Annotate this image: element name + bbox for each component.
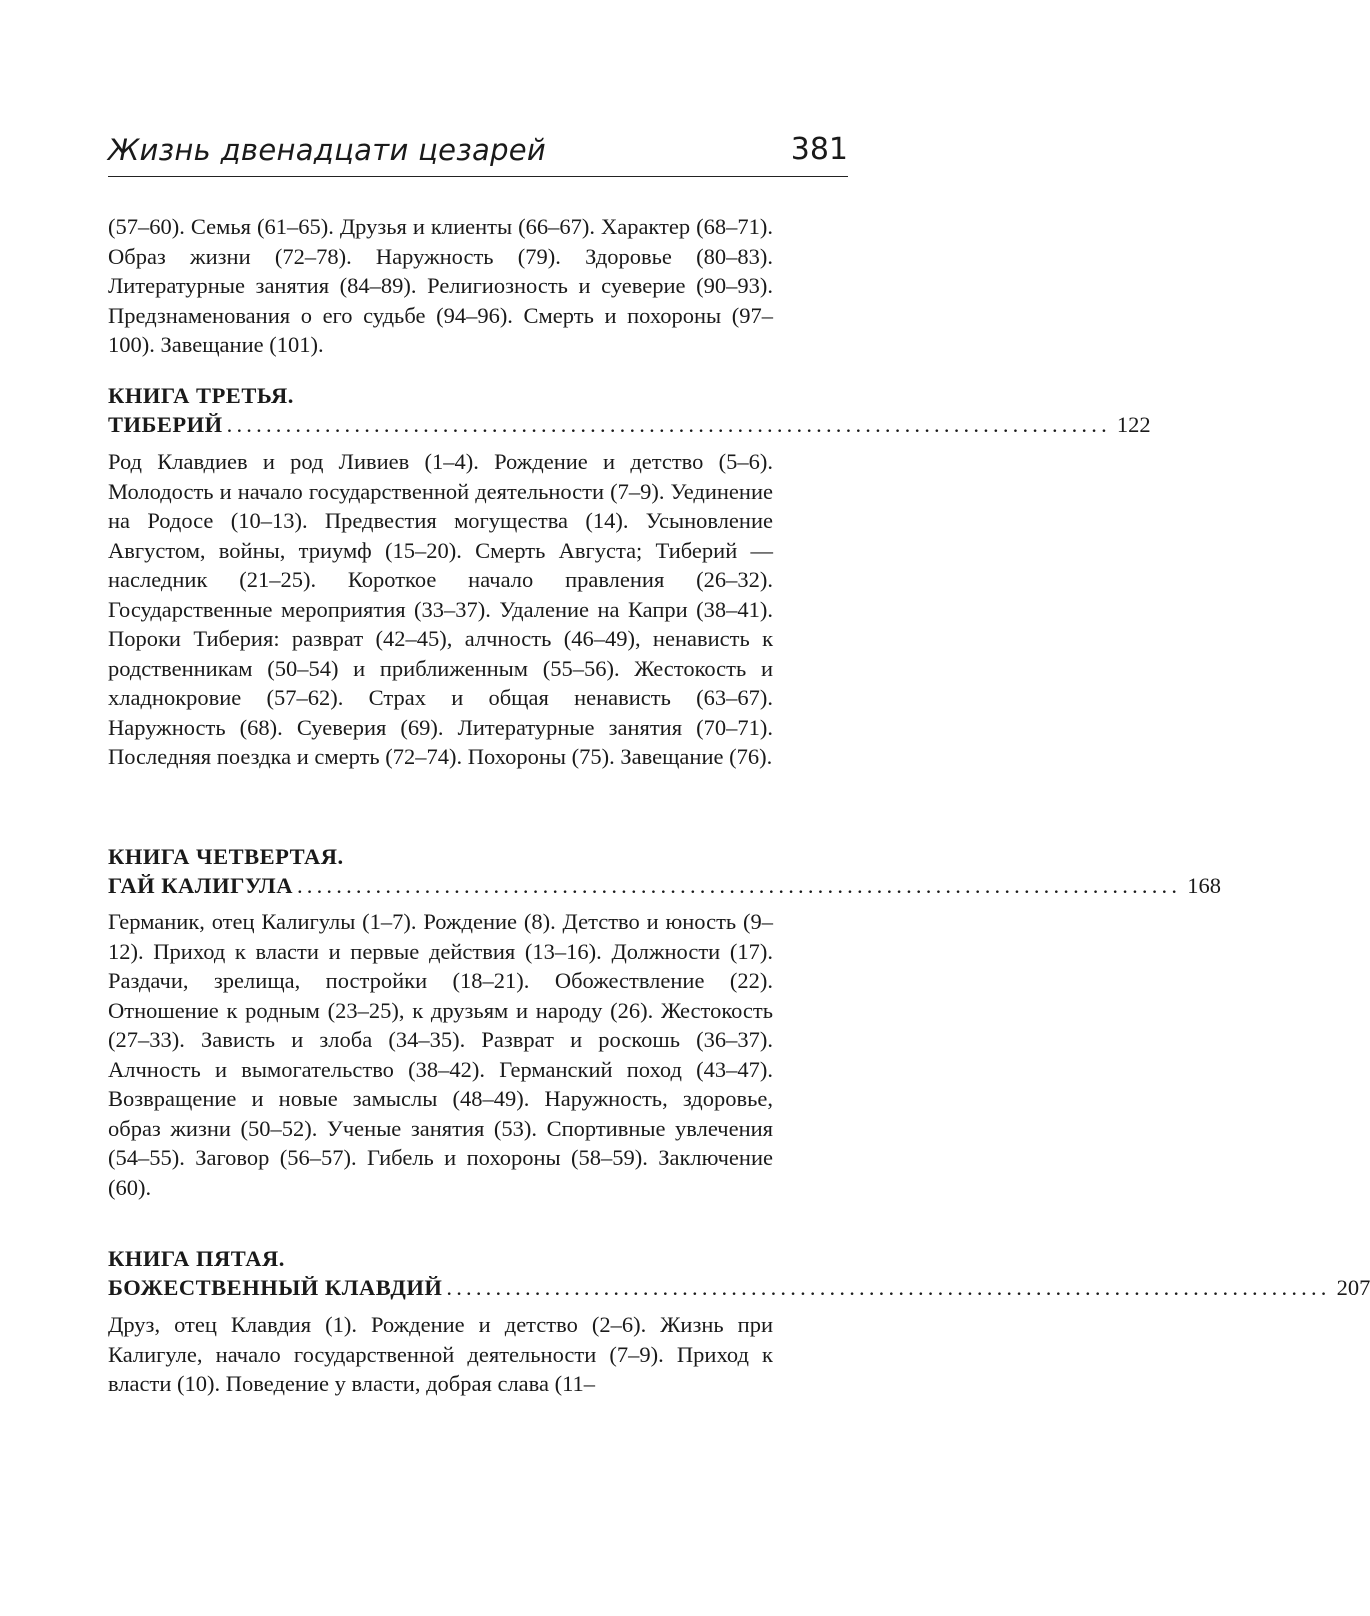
section-summary: Род Клавдиев и род Ливиев (1–4). Рождение и детство (5–6). Молодость и начало государственной деятельности (7–9). Уединение на Родосе (10–13). Предвестия могущества (14). Усыновление Августом, войны, триумф (15–20). Смерть Августа; Тиберий — наследник (21–25). Короткое начало правления (26–32). Государственные мероприятия (33–37). Удаление на Капри (38–41). Пороки Тиберия: разврат (42–45), алчность (46–49), ненависть к родственникам (50–54) и приближенным (55–56). Жестокость и хладнокровие (57–62). Страх и общая ненависть (63–67). Наружность (68). Суеверия (69). Литературные занятия (70–71). Последняя поездка и смерть (72–74). Похороны (75). Завещание (76). [108,449,773,769]
leader-dots: .......................................................................................... [296,873,1182,898]
toc-entry-title: ГАЙ КАЛИГУЛА [108,873,293,898]
leader-dots: .......................................................................................... [446,1275,1331,1300]
book-label: КНИГА ЧЕТВЕРТАЯ. [108,844,344,869]
intro-paragraph: (57–60). Семья (61–65). Друзья и клиенты (66–67). Характер (68–71). Образ жизни (72–78). Наружность (79). Здоровье (80–83). Литературные занятия (84–89). Религиозность и суеверие (90–93). Предзнаменования о его судьбе (94–96). Смерть и похороны (97–100). Завещание (101). [108,214,773,357]
book-label: КНИГА ПЯТАЯ. [108,1246,285,1271]
toc-entry[interactable] [108,1273,1370,1303]
running-title: Жизнь двенадцати цезарей [108,133,547,167]
book-label: КНИГА ТРЕТЬЯ. [108,383,294,408]
toc-page-number: 207 [1336,1275,1370,1300]
running-header [108,132,848,177]
toc-entry[interactable] [108,871,1221,901]
section-summary: Друз, отец Клавдия (1). Рождение и детство (2–6). Жизнь при Калигуле, начало государственной деятельности (7–9). Приход к власти (10). Поведение у власти, добрая слава (11– [108,1312,773,1396]
toc-page-number: 168 [1187,873,1221,898]
toc-entry-title: ТИБЕРИЙ [108,412,223,437]
toc-entry[interactable] [108,410,1151,440]
toc-page-number: 122 [1116,412,1151,437]
section-summary: Германик, отец Калигулы (1–7). Рождение (8). Детство и юность (9–12). Приход к власти и первые действия (13–16). Должности (17). Раздачи, зрелища, постройки (18–21). Обожествление (22). Отношение к родным (23–25), к друзьям и народу (26). Жестокость (27–33). Зависть и злоба (34–35). Разврат и роскошь (36–37). Алчность и вымогательство (38–42). Германский поход (43–47). Возвращение и новые замыслы (48–49). Наружность, здоровье, образ жизни (50–52). Ученые занятия (53). Спортивные увлечения (54–55). Заговор (56–57). Гибель и похороны (58–59). Заключение (60). [108,909,773,1200]
toc-entry-title: БОЖЕСТВЕННЫЙ КЛАВДИЙ [108,1275,443,1300]
page-number: 381 [790,132,848,167]
leader-dots: .......................................................................................... [226,412,1111,437]
